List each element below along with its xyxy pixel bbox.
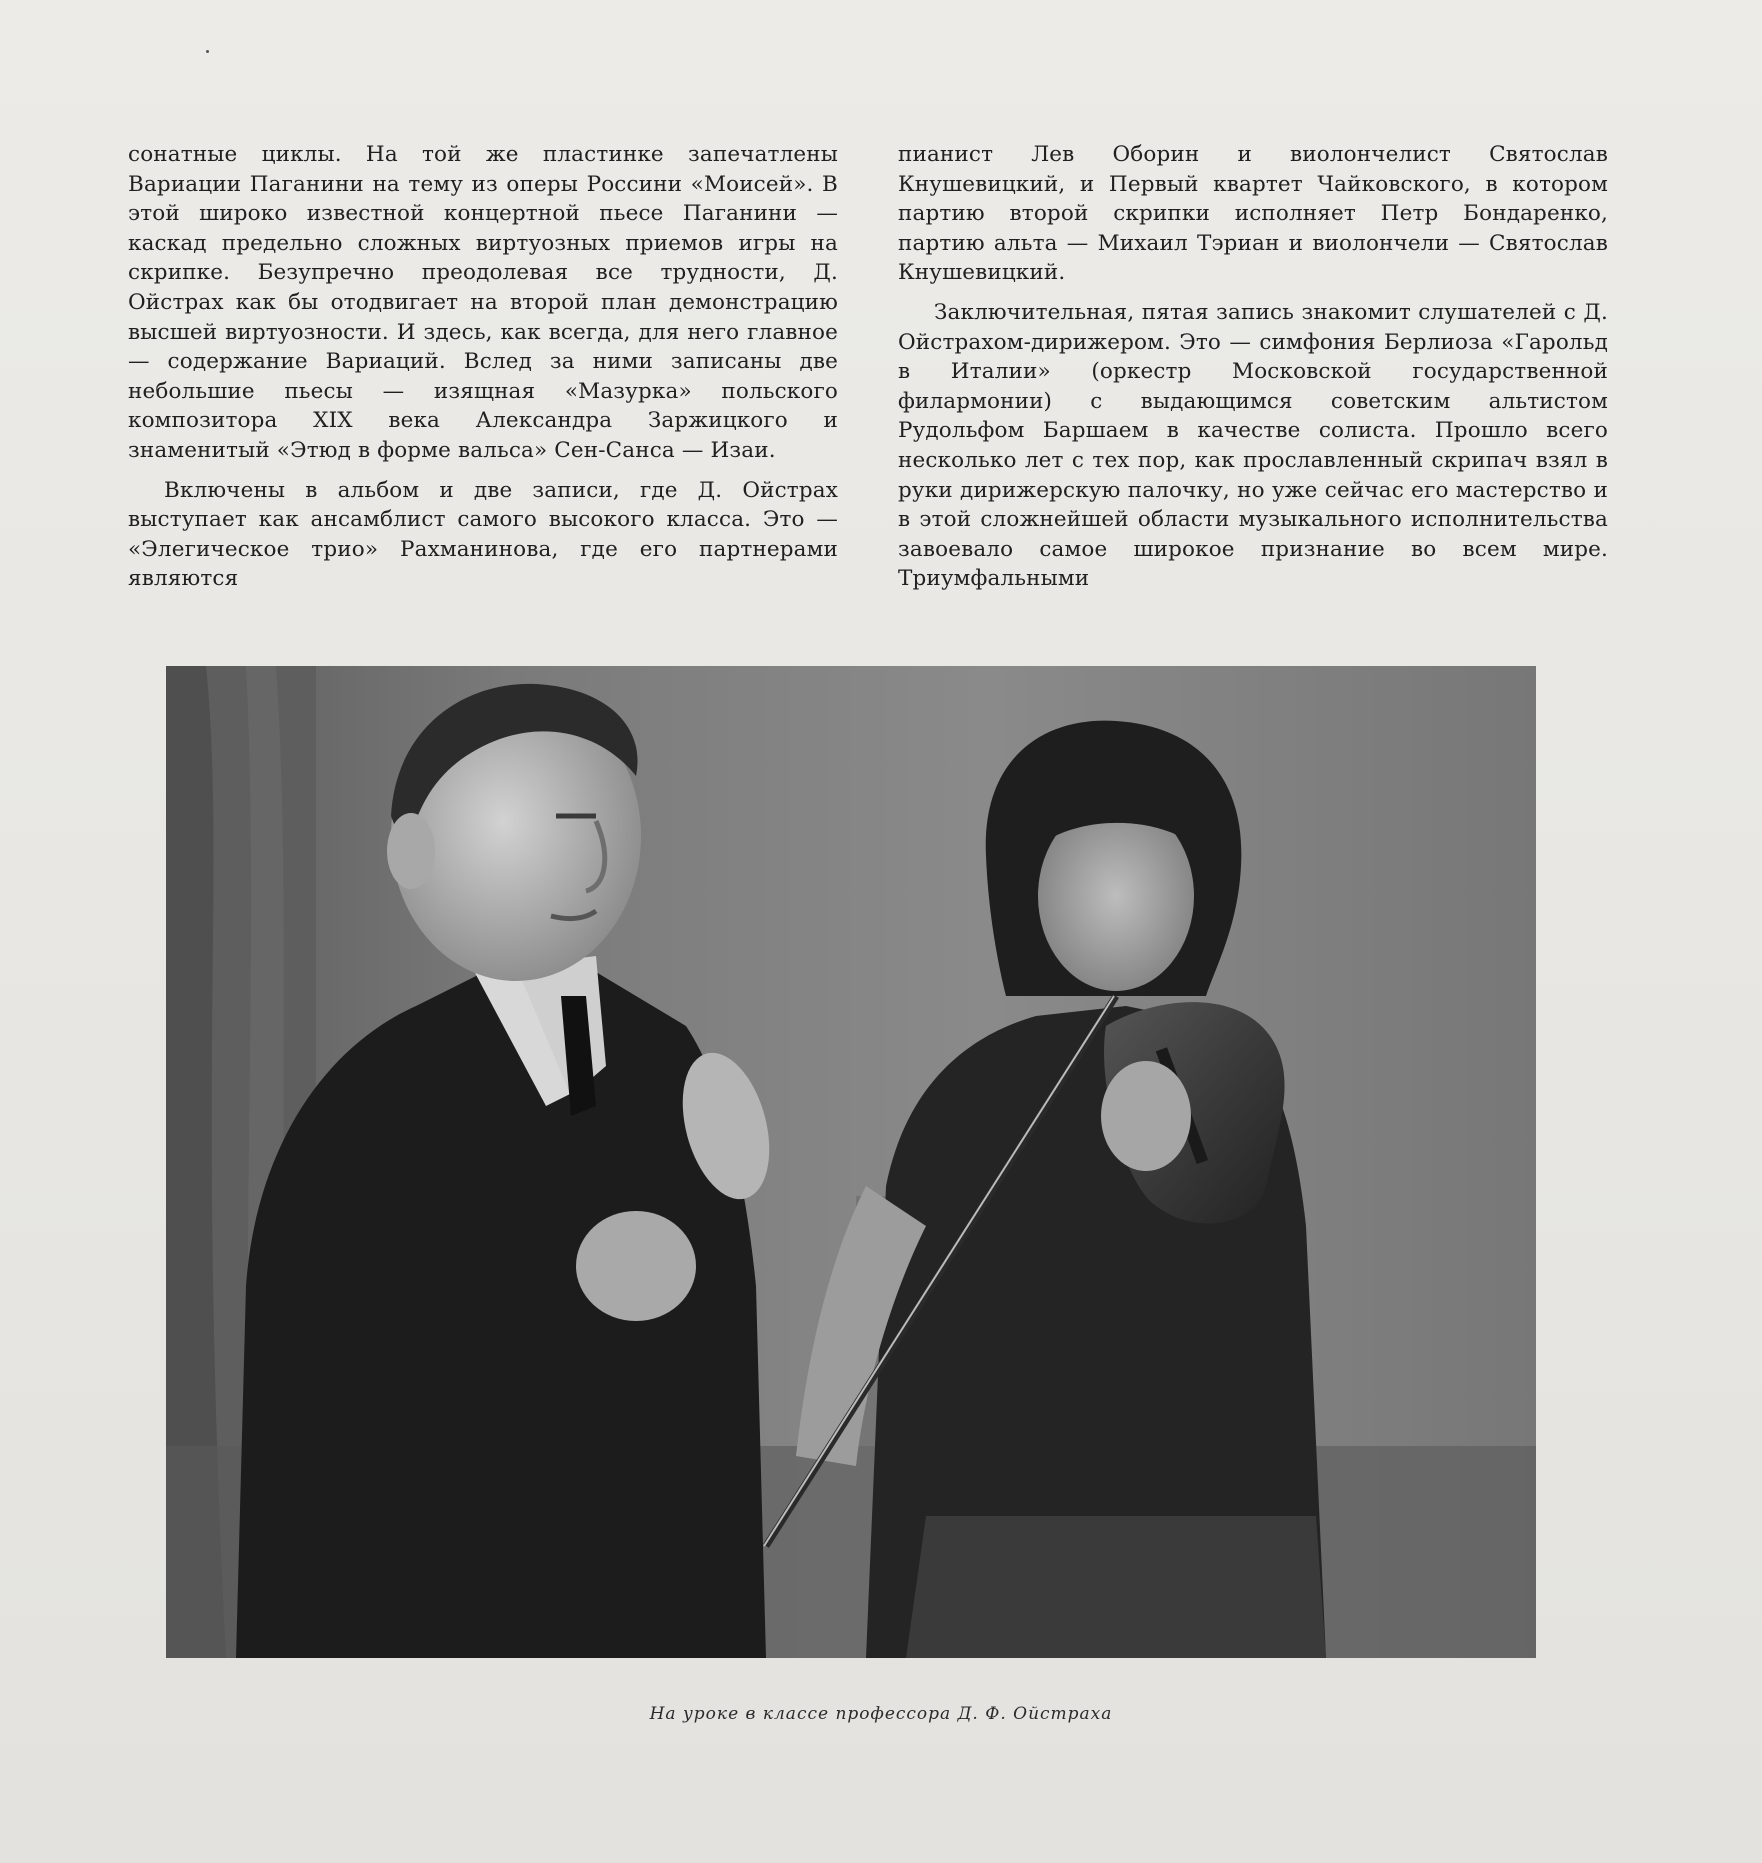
- text-columns: [128, 140, 1608, 604]
- right-paragraph-2: Заключительная, пятая запись знакомит слушателей с Д. Ойстрахом-дирижером. Это — симфония Берлиоза «Гарольд в Италии» (оркестр Московской государственной филармонии) с выдающимся советским альтистом Рудольфом Баршаем в качестве солиста. Прошло всего несколько лет с тех пор, как прославленный скрипач взял в руки дирижерскую палочку, но уже сейчас его мастерство и в этой сложнейшей области музыкального исполнительства завоевало самое широкое признание во всем мире. Триумфальными: [898, 299, 1608, 592]
- page-mark: [206, 50, 209, 53]
- photograph-illustration: [166, 666, 1536, 1658]
- left-paragraph-1: сонатные циклы. На той же пластинке запечатлены Вариации Паганини на тему из оперы Россини «Моисей». В этой широко известной концертной пьесе Паганини — каскад предельно сложных виртуозных приемов игры на скрипке. Безупречно преодолевая все трудности, Д. Ойстрах как бы отодвигает на второй план демонстрацию высшей виртуозности. И здесь, как всегда, для него главное — содержание Вариаций. Вслед за ними записаны две небольшие пьесы — изящная «Мазурка» польского композитора XIX века Александра Заржицкого и знаменитый «Этюд в форме вальса» Сен-Санса — Изаи.: [128, 142, 838, 463]
- right-column: [898, 140, 1608, 604]
- left-column: [128, 140, 838, 604]
- right-paragraph-1: пианист Лев Оборин и виолончелист Святослав Кнушевицкий, и Первый квартет Чайковского, в котором партию второй скрипки исполняет Петр Бондаренко, партию альта — Михаил Тэриан и виолончели — Святослав Кнушевицкий.: [898, 142, 1608, 286]
- photo-caption: На уроке в классе профессора Д. Ф. Ойстраха: [649, 1704, 1113, 1724]
- left-paragraph-2: Включены в альбом и две записи, где Д. Ойстрах выступает как ансамблист самого высокого класса. Это — «Элегическое трио» Рахманинова, где его партнерами являются: [128, 477, 838, 592]
- photograph: [166, 666, 1536, 1658]
